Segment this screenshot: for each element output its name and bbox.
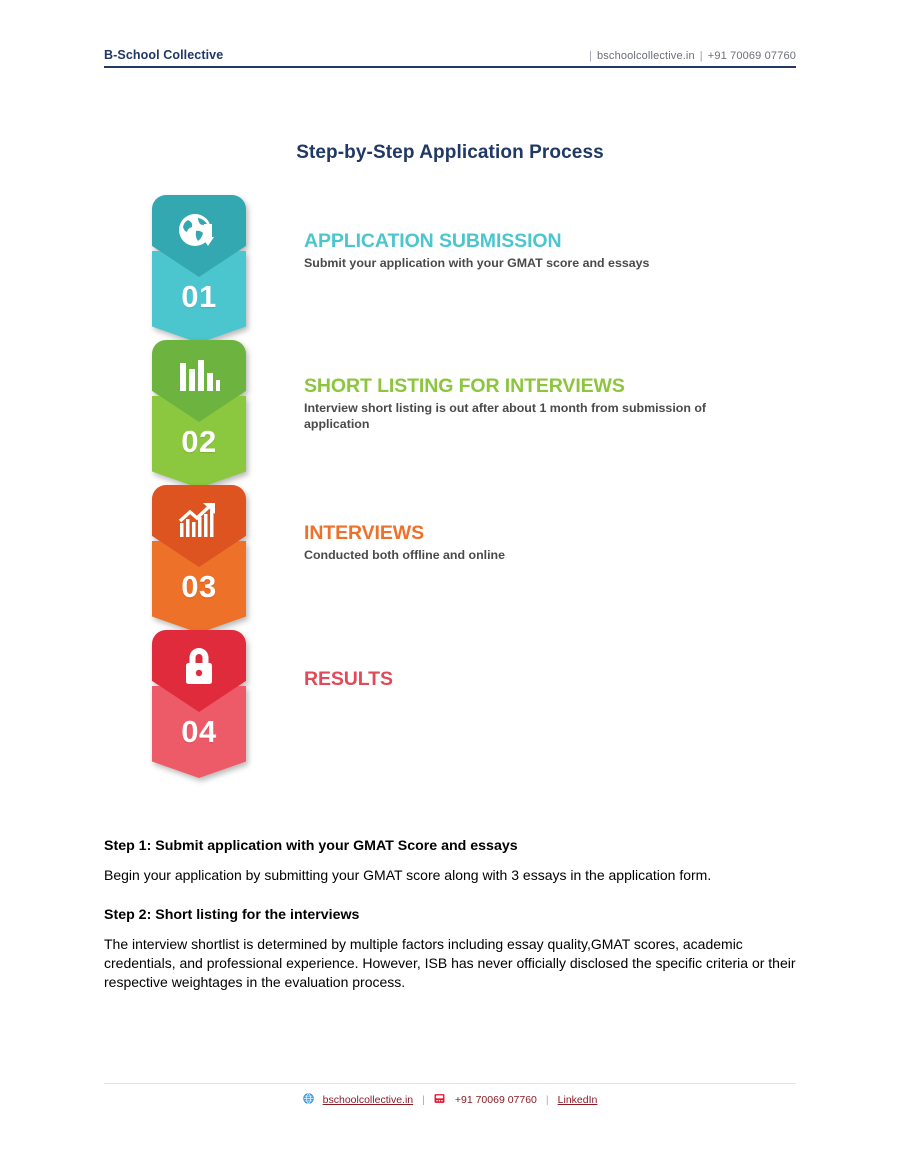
step2-title: Step 2: Short listing for the interviews [104,907,360,924]
step-description-3: Conducted both offline and online [304,547,505,562]
step-text-3 [304,523,804,564]
footer-divider-1: | [422,1094,425,1106]
step-badge-2 [152,340,246,488]
footer-website-link[interactable]: bschoolcollective.in [322,1094,414,1106]
globe-download-icon [152,203,246,261]
page-title: Step-by-Step Application Process [296,142,604,163]
footer-divider-2: | [545,1094,549,1106]
step-text-4 [304,669,804,694]
step-number-3: 03 [181,569,217,604]
body-copy [104,838,796,993]
step-badge-3 [152,485,246,633]
page-header [104,48,796,68]
step2-paragraph: The interview shortlist is determined by multiple factors including essay quality,GMAT scores, academic credentials, and professional experience. However, ISB has never officially disclosed the specific criteria or their respective weightages in the evaluation process. [104,935,796,991]
header-website: bschoolcollective.in [597,50,695,62]
step-heading-2: SHORT LISTING FOR INTERVIEWS [304,375,625,397]
step1-paragraph: Begin your application by submitting your GMAT score along with 3 essays in the application form. [104,866,712,883]
step-text-2 [304,376,804,433]
step-number-2: 02 [181,424,217,459]
bar-chart-icon [152,348,246,406]
header-contact [589,50,796,62]
footer-phone: +91 70069 07760 [454,1094,537,1106]
step-description-2: Interview short listing is out after about 1 month from submission of application [304,400,707,431]
step-heading-3: INTERVIEWS [304,522,424,544]
step1-title: Step 1: Submit application with your GMAT Score and essays [104,838,518,854]
process-step-3 [104,485,804,630]
growth-chart-icon [152,493,246,551]
brand-name: B-School Collective [104,48,224,62]
step-heading-4: RESULTS [304,668,393,690]
telephone-icon [434,1093,445,1107]
step-number-1: 01 [181,279,217,314]
step-badge-4 [152,630,246,778]
process-step-4 [104,630,804,780]
footer-linkedin-link[interactable]: LinkedIn [557,1094,598,1106]
step-text-1 [304,231,804,272]
step-badge-1 [152,195,246,343]
step-description-1: Submit your application with your GMAT score and essays [304,255,650,270]
page-footer [104,1083,796,1107]
globe-icon [303,1093,314,1107]
step-heading-1: APPLICATION SUBMISSION [304,230,562,252]
process-step-2 [104,340,804,485]
header-phone: +91 70069 07760 [707,50,796,62]
padlock-icon [152,638,246,696]
header-divider-1: | [588,50,592,62]
process-step-1 [104,195,804,340]
header-divider-2: | [699,50,703,62]
step-number-4: 04 [181,714,217,749]
process-infographic [104,195,804,780]
